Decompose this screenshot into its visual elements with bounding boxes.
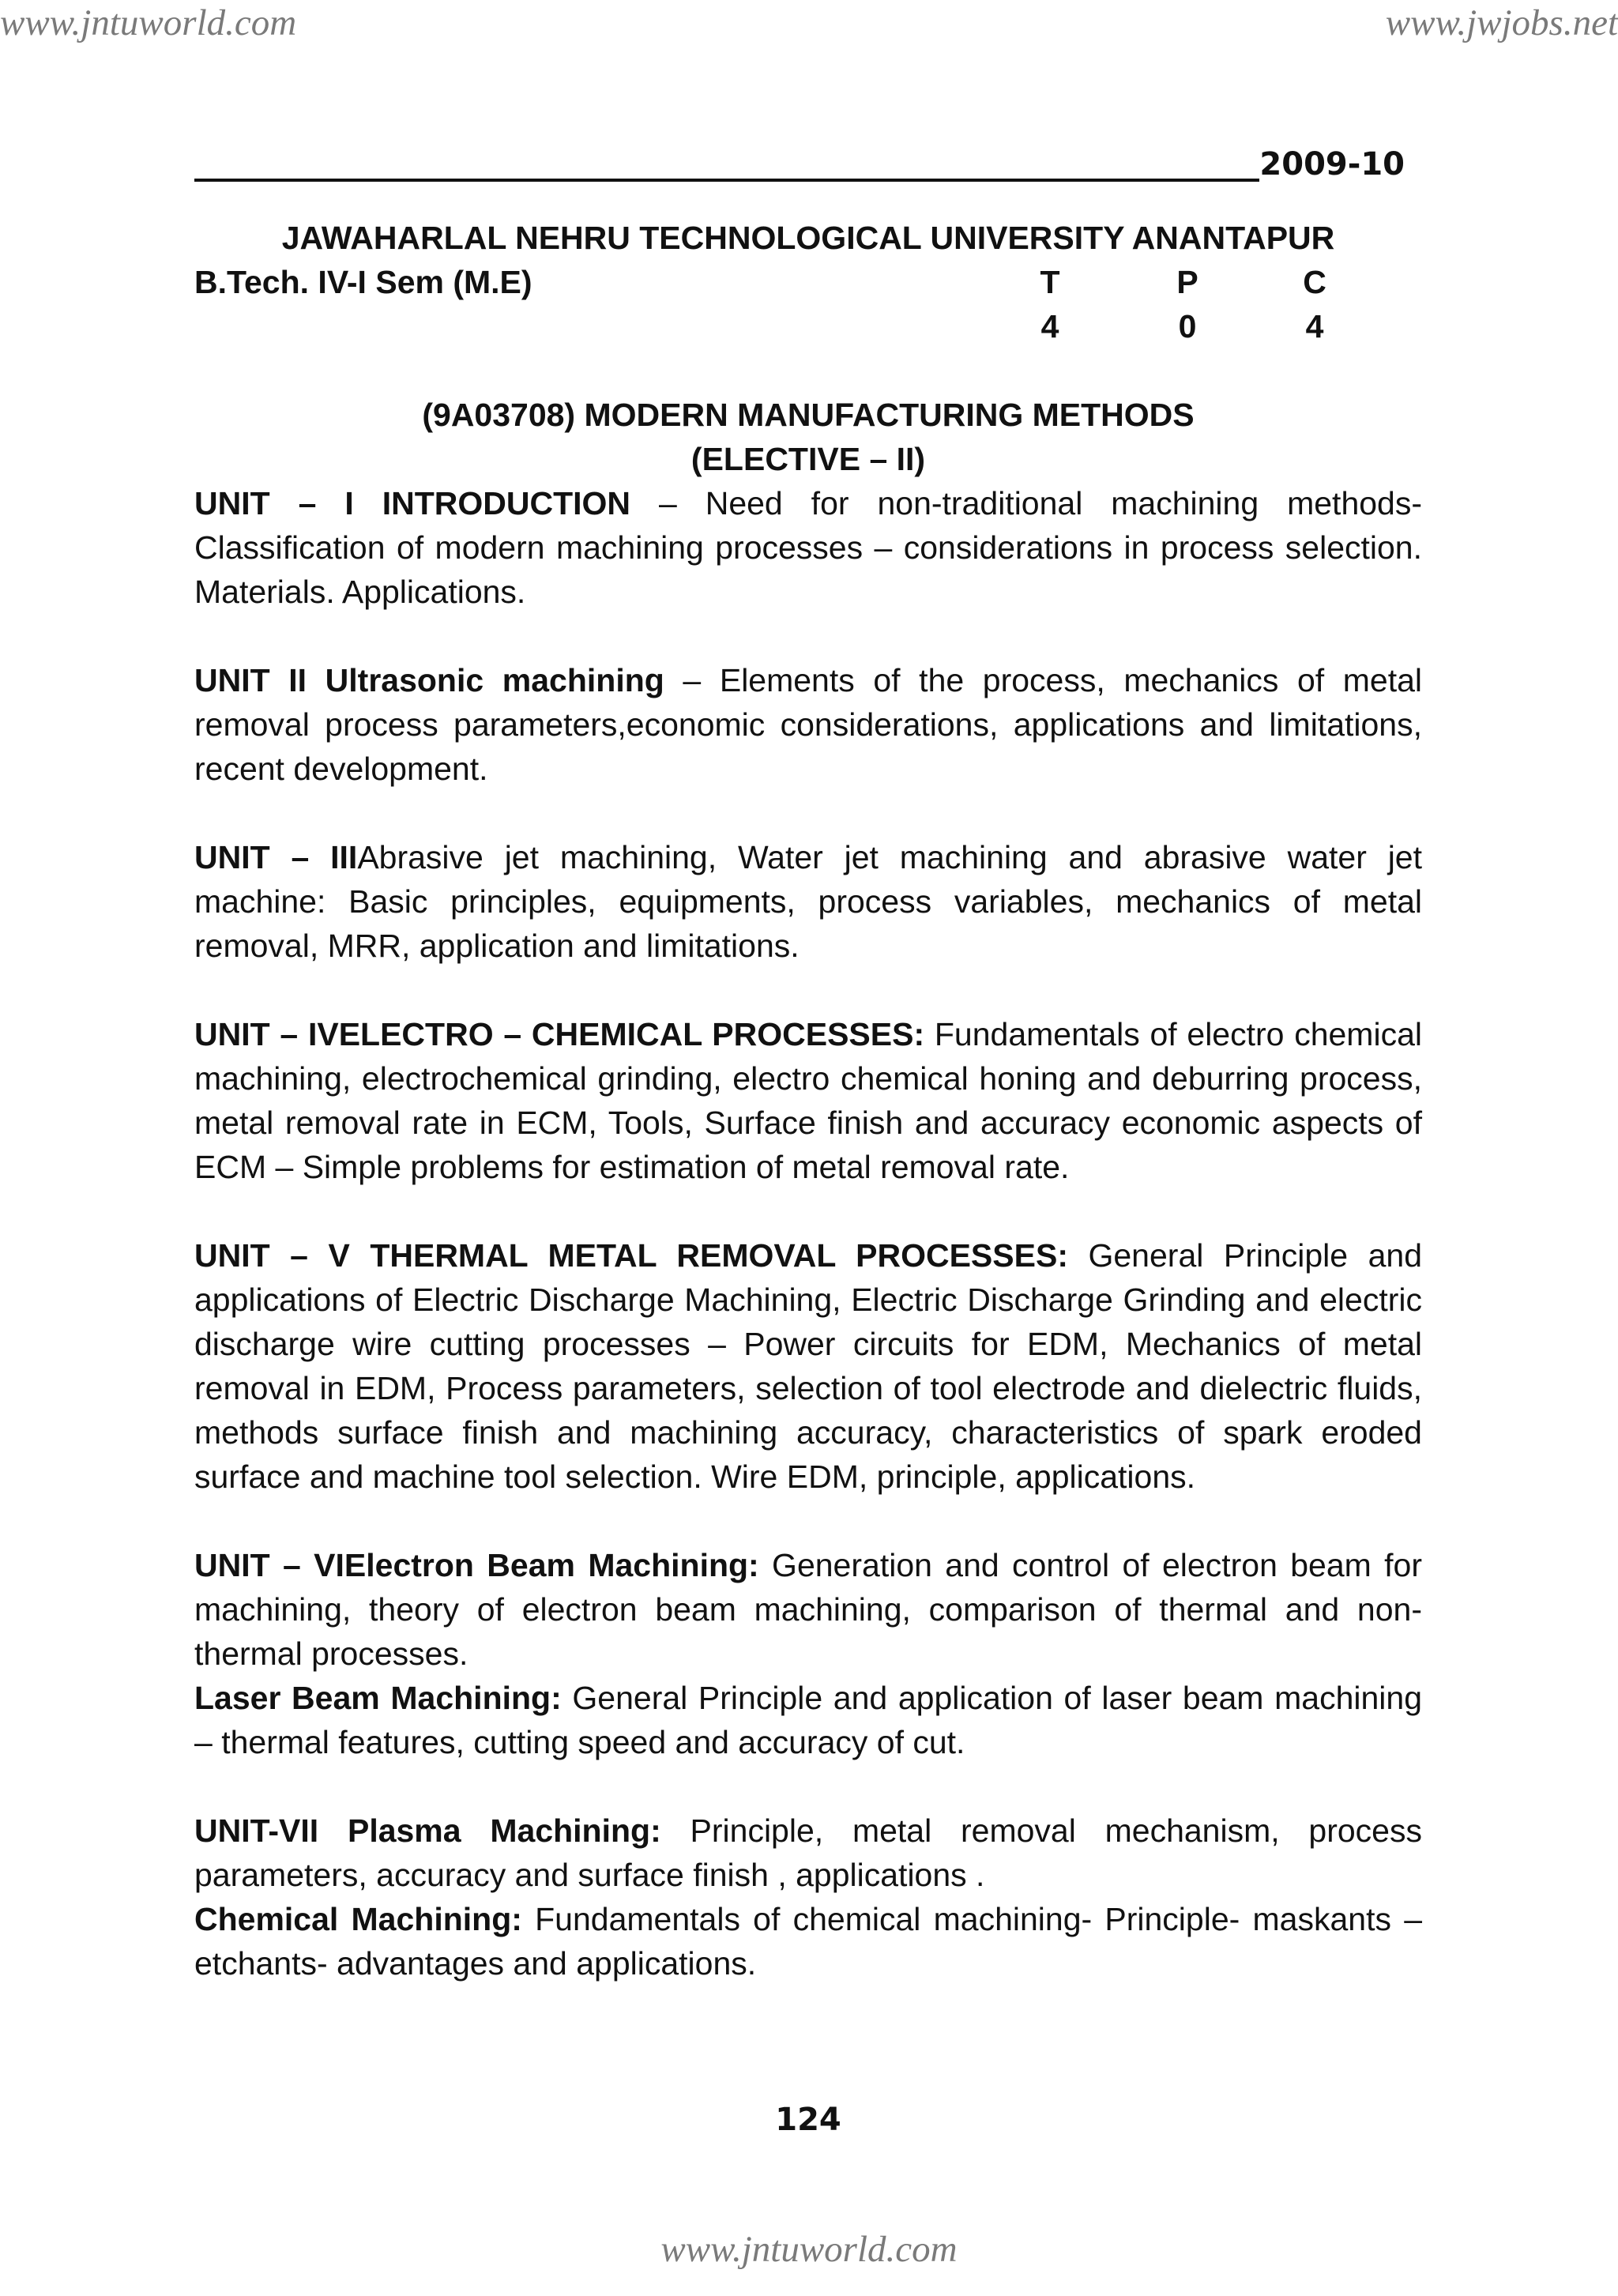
credit-label: T xyxy=(1040,264,1060,300)
watermark-top-right: www.jwjobs.net xyxy=(1385,2,1618,43)
syllabus-body xyxy=(194,481,1422,1985)
unit-heading: UNIT – VIElectron Beam Machining: xyxy=(194,1547,759,1583)
unit-6 xyxy=(194,1543,1422,1764)
unit-subsection xyxy=(194,1897,1422,1985)
watermark-bottom: www.jntuworld.com xyxy=(660,2229,958,2270)
unit-5 xyxy=(194,1233,1422,1499)
unit-1 xyxy=(194,481,1422,614)
credit-column-t xyxy=(1034,260,1066,348)
unit-text: – Need for non-traditional machining methods-Classification of modern machining processes – considerations in process selection. Materials. Applications. xyxy=(194,485,1423,610)
unit-2 xyxy=(194,658,1422,791)
unit-heading: UNIT-VII Plasma Machining: xyxy=(194,1812,661,1849)
credit-label: P xyxy=(1176,264,1198,300)
unit-subsection xyxy=(194,1676,1422,1764)
credit-value: 4 xyxy=(1040,308,1059,344)
page-number: 124 xyxy=(775,2102,841,2138)
unit-subtext: Fundamentals of chemical machining- Principle- maskants – etchants- advantages and applications. xyxy=(194,1901,1422,1982)
credit-column-p xyxy=(1172,260,1203,348)
unit-text: Abrasive jet machining, Water jet machining and abrasive water jet machine: Basic principles, equipments, process variables, mechanics of metal removal, MRR, application and limitations. xyxy=(194,839,1422,964)
unit-subheading: Chemical Machining: xyxy=(194,1901,522,1937)
unit-text: General Principle and applications of Electric Discharge Machining, Electric Discharge Grinding and electric discharge wire cutting processes – Power circuits for EDM, Mechanics of metal removal in EDM, Process parameters, selection of tool electrode and dielectric fluids, methods surface finish and machining accuracy, characteristics of spark eroded surface and machine tool selection. Wire EDM, principle, applications. xyxy=(194,1237,1422,1495)
credit-value: 4 xyxy=(1305,308,1324,344)
unit-heading: UNIT – I INTRODUCTION xyxy=(194,485,631,521)
unit-3 xyxy=(194,835,1422,968)
unit-heading: UNIT – V THERMAL METAL REMOVAL PROCESSES: xyxy=(194,1237,1068,1274)
unit-subtext: General Principle and application of laser beam machining – thermal features, cutting speed and accuracy of cut. xyxy=(194,1680,1422,1760)
academic-year: 2009-10 xyxy=(1259,146,1405,183)
unit-subheading: Laser Beam Machining: xyxy=(194,1680,562,1716)
subject-heading xyxy=(194,393,1422,481)
credit-label: C xyxy=(1303,264,1326,300)
unit-text: Principle, metal removal mechanism, process parameters, accuracy and surface finish , applications . xyxy=(194,1812,1422,1893)
unit-text: – Elements of the process, mechanics of metal removal process parameters,economic considerations, applications and limitations, recent development. xyxy=(194,662,1423,787)
header-rule xyxy=(194,134,1259,182)
semester-label: B.Tech. IV-I Sem (M.E) xyxy=(194,264,532,300)
unit-heading: UNIT – III xyxy=(194,839,358,875)
course-info-row xyxy=(194,260,1422,348)
unit-heading: UNIT II Ultrasonic machining xyxy=(194,662,664,698)
watermark-top-left: www.jntuworld.com xyxy=(0,2,297,43)
credit-value: 0 xyxy=(1178,308,1197,344)
header-year-row xyxy=(194,134,1405,186)
subject-elective: (ELECTIVE – II) xyxy=(690,441,926,477)
credit-column-c xyxy=(1299,260,1330,348)
unit-heading: UNIT – IVELECTRO – CHEMICAL PROCESSES: xyxy=(194,1016,925,1052)
university-name: JAWAHARLAL NEHRU TECHNOLOGICAL UNIVERSITY ANANTAPUR xyxy=(281,220,1335,256)
subject-title: (9A03708) MODERN MANUFACTURING METHODS xyxy=(422,397,1195,433)
unit-text: Generation and control of electron beam for machining, theory of electron beam machining, comparison of thermal and non-thermal processes. xyxy=(194,1547,1422,1672)
unit-4 xyxy=(194,1012,1422,1189)
unit-7 xyxy=(194,1809,1422,1985)
unit-text: Fundamentals of electro chemical machining, electrochemical grinding, electro chemical honing and deburring process, metal removal rate in ECM, Tools, Surface finish and accuracy economic aspects of ECM – Simple problems for estimation of metal removal rate. xyxy=(194,1016,1422,1185)
